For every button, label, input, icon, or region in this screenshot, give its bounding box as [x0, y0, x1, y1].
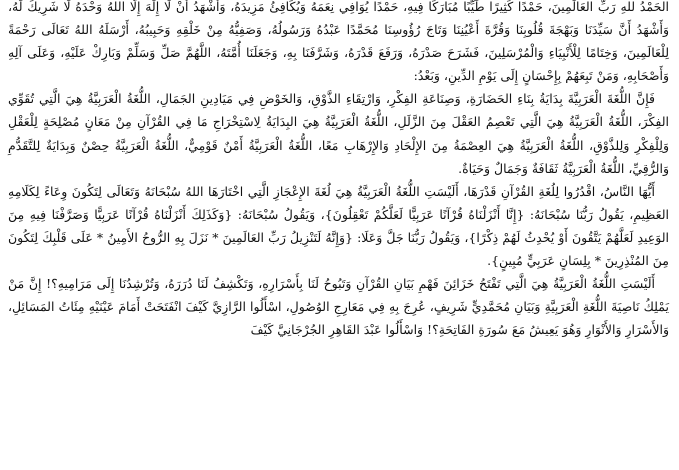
paragraph-quran-language: أَيُّهَا النَّاسُ، اقْدُرُوا لِلُغَةِ القُرْآنِ قَدْرَهَا، أَلَيْسَتِ اللُّغَةُ الْعَرَبِيَّةُ هِيَ لُغَةَ الإِعْجَازِ الَّتِي اخْتَارَهَا اللهُ سُبْحَانَهُ وَتَعَالَى لِتَكُونَ وِعَاءً لِكَلَامِهِ العَظِيمِ، يَقُولُ رَبُّنَا سُبْحَانَهُ: {إِنَّا أَنْزَلْنَاهُ قُرْآنًا عَرَبِيًّا لَعَلَّكُمْ تَعْقِلُونَ}، وَيَقُولُ سُبْحَانَهُ: {وَكَذَلِكَ أَنْزَلْنَاهُ قُرْآنًا عَرَبِيًّا وَصَرَّفْنَا فِيهِ مِنَ الوَعِيدِ لَعَلَّهُمْ يَتَّقُونَ أَوْ يُحْدِثُ لَهُمْ ذِكْرًا}، وَيَقُولُ رَبُّنَا جَلَّ وَعَلَا: {وَإِنَّهُ لَتَنْزِيلُ رَبِّ العَالَمِينَ * نَزَلَ بِهِ الرُّوحُ الأَمِينُ * عَلَى قَلْبِكَ لِتَكُونَ مِنَ المُنْذِرِينَ * بِلِسَانٍ عَرَبِيٍّ مُبِينٍ}.	[8, 183, 669, 269]
paragraph-arabic-language-virtues: فَإِنَّ اللُّغَةَ الْعَرَبِيَّةَ بِدَايَةُ بِنَاءِ الحَضَارَةِ، وَصِنَاعَةِ الفِكْرِ، وَارْتِقَاءِ الذَّوْقِ، وَالخَوْضِ فِي مَيَادِينِ الجَمَالِ، اللُّغَةُ الْعَرَبِيَّةُ هِيَ الَّتِي تُقَوِّي الفِكْرَ، اللُّغَةُ الْعَرَبِيَّةُ هِيَ الَّتِي تَعْصِمُ العَقْلَ مِنَ الزَّلَلِ، اللُّغَةُ الْعَرَبِيَّةُ هِيَ البِدَايَةُ لِاسْتِخْرَاجِ مَا فِي القُرْآنِ مِنْ مَعَانٍ مُصْلِحَةٍ لِلْعَقْلِ وَلِلْفِكْرِ وَلِلذَّوْقِ، اللُّغَةُ الْعَرَبِيَّةُ هِيَ العِصْمَةُ مِنَ الإِلْحَادِ وَالإِرْهَابِ مَعًا، اللُّغَةُ الْعَرَبِيَّةُ أَمْنٌ قَوْمِيٌّ، اللُّغَةُ الْعَرَبِيَّةُ حِصْنٌ وَبِدَايَةٌ لِلتَّقَدُّمِ وَالرُّقِيِّ، اللُّغَةُ الْعَرَبِيَّةُ ثَقَافَةٌ وَجَمَالٌ وَحَيَاةٌ.	[8, 91, 669, 176]
paragraph-treasures-of-understanding: أَلَيْسَتِ اللُّغَةُ الْعَرَبِيَّةُ هِيَ الَّتِي تَفْتَحُ خَزَائِنَ فَهْمِ بَيَانِ القُرْآنِ وَتَبُوحُ لَنَا بِأَسْرَارِهِ، وَتَكْشِفُ لَنَا دُرَرَهُ، وَتُرْشِدُنَا إِلَى مَرَامِيهِ؟! إِنَّ مَنْ يَمْلِكُ نَاصِيَةَ اللُّغَةِ الْعَرَبِيَّةِ وَبَيَانِ مُحَمَّدِيٍّ شَرِيفٍ، عُرِجَ بِهِ فِي مَعَارِجِ الوُصُولِ، اسْأَلُوا الرَّازِيَّ كَيْفَ انْفَتَحَتْ أَمَامَ عَيْنَيْهِ مِئَاتُ المَسَائِلِ، وَالأَسْرَارِ وَالأَنْوَارِ وَهُوَ يَعِيشُ مَعَ سُورَةِ الفَاتِحَةِ؟! وَاسْأَلُوا عَبْدَ القَاهِرِ الجُرْجَانِيَّ كَيْفَ	[8, 276, 669, 338]
paragraph-opening-praise: الحَمْدُ للهِ رَبِّ العَالَمِينَ، حَمْدًا كَثِيرًا طَيِّبًا مُبَارَكًا فِيهِ، حَمْدًا يُوَافِي نِعَمَهُ وَيُكَافِئُ مَزِيدَهُ، وَأَشْهَدُ أَنْ لَا إِلَهَ إِلَّا اللهُ وَحْدَهُ لَا شَرِيكَ لَهُ، وَأَشْهَدُ أَنَّ سَيِّدَنَا وَبَهْجَةَ قُلُوبِنَا وَقُرَّةَ أَعْيُنِنَا وَتَاجَ رُؤُوسِنَا مُحَمَّدًا عَبْدُهُ وَرَسُولُهُ، وَصَفِيُّهُ مِنْ خَلْقِهِ وَحَبِيبُهُ، أَرْسَلَهُ اللهُ تَعَالَى رَحْمَةً لِلْعَالَمِينَ، وَخِتَامًا لِلْأَنْبِيَاءِ وَالْمُرْسَلِينَ، فَشَرَحَ صَدْرَهُ، وَرَفَعَ قَدْرَهُ، وَشَرَّفَنَا بِهِ، وَجَعَلَنَا أُمَّتَهُ، اللَّهُمَّ صَلِّ وَسَلِّمْ وَبَارِكْ عَلَيْهِ، وَعَلَى آلِهِ وَأَصْحَابِهِ، وَمَنْ تَبِعَهُمْ بِإِحْسَانٍ إِلَى يَوْمِ الدِّينِ، وَبَعْدُ:	[8, 0, 669, 84]
